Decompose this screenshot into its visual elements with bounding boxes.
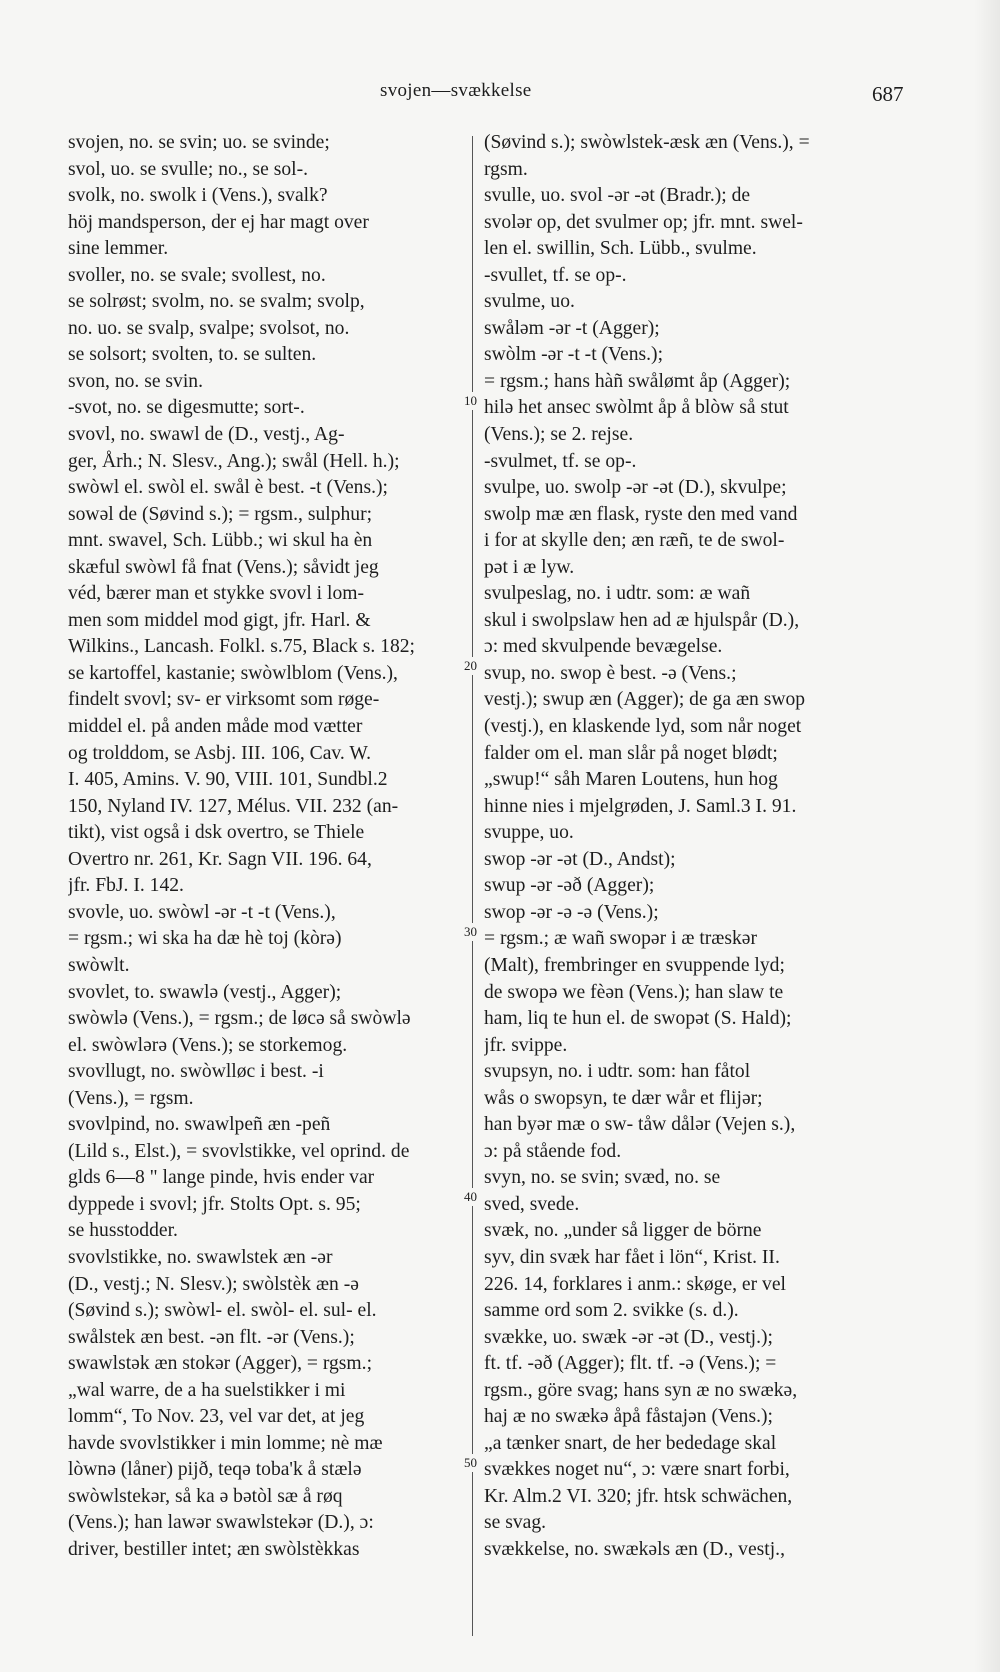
line-number-marker: 10: [464, 393, 477, 408]
text-line: höj mandsperson, der ej har magt over: [68, 211, 369, 233]
text-line: vestj.); swup æn (Agger); de ga æn swop: [484, 689, 806, 711]
text-line: ger, Årh.; N. Slesv., Ang.); swål (Hell. h.);: [68, 450, 400, 472]
text-line: (Vens.); han lawər swawlstekər (D.), ɔ:: [68, 1512, 374, 1534]
text-line: swup -ər -əð (Agger);: [484, 875, 655, 897]
text-line: driver, bestiller intet; æn swòlstèkkas: [68, 1538, 360, 1560]
text-line: (Søvind s.); swòwlstek-æsk æn (Vens.), =: [484, 132, 810, 153]
text-line: svolk, no. swolk i (Vens.), svalk?: [68, 185, 328, 207]
text-line: svovlstikke, no. swawlstek æn -ər: [68, 1246, 333, 1268]
text-line: „a tænker snart, de her bededage skal: [484, 1432, 777, 1454]
text-line: i for at skylle den; æn ræñ, te de swol-: [484, 530, 785, 552]
text-line: (Vens.); se 2. rejse.: [484, 424, 634, 446]
text-line: no. uo. se svalp, svalpe; svolsot, no.: [68, 317, 350, 339]
text-line: svovlpind, no. swawlpeñ æn -peñ: [68, 1114, 331, 1136]
text-line: (Lild s., Elst.), = svovlstikke, vel oprind. de: [68, 1140, 410, 1162]
running-head: svojen—svækkelse: [380, 80, 532, 101]
text-line: swòwlə (Vens.), = rgsm.; de løcə så swòwlə: [68, 1008, 411, 1030]
text-line: skæful swòwl få fnat (Vens.); såvidt jeg: [68, 556, 379, 578]
text-line: = rgsm.; wi ska ha dæ hè toj (kòrə): [68, 928, 342, 950]
text-line: = rgsm.; æ wañ swopər i æ træskər: [484, 928, 758, 950]
text-line: swolp mæ æn flask, ryste den med vand: [484, 503, 798, 525]
text-line: I. 405, Amins. V. 90, VIII. 101, Sundbl.2: [68, 769, 388, 791]
text-line: og trolddom, se Asbj. III. 106, Cav. W.: [68, 742, 371, 764]
text-line: jfr. FbJ. I. 142.: [68, 875, 184, 897]
text-line: ɔ: med skvulpende bevægelse.: [484, 636, 723, 658]
text-line: mnt. swavel, Sch. Lübb.; wi skul ha èn: [68, 530, 373, 552]
text-line: (Vens.), = rgsm.: [68, 1087, 194, 1109]
column-divider: [472, 136, 473, 1636]
text-line: se solsort; svolten, to. se sulten.: [68, 344, 317, 366]
text-line: svon, no. se svin.: [68, 370, 203, 392]
text-line: svol, uo. se svulle; no., se sol-.: [68, 158, 309, 180]
text-line: middel el. på anden måde mod vætter: [68, 716, 363, 738]
text-line: svulle, uo. svol -ər -ət (Bradr.); de: [484, 185, 751, 207]
text-line: lòwnə (låner) pijð, teqə toba'k å stælə: [68, 1459, 362, 1481]
text-line: swåləm -ər -t (Agger);: [484, 317, 660, 339]
text-line: svojen, no. se svin; uo. se svinde;: [68, 132, 330, 153]
text-line: se solrøst; svolm, no. se svalm; svolp,: [68, 291, 365, 313]
text-line: svovlet, to. swawlə (vestj., Agger);: [68, 981, 342, 1003]
text-line: swålstek æn best. -ən flt. -ər (Vens.);: [68, 1326, 355, 1348]
text-line: pət i æ lyw.: [484, 556, 575, 578]
text-line: (vestj.), en klaskende lyd, som når noget: [484, 716, 802, 738]
text-line: swòwlstekər, så ka ə bətòl sæ å røq: [68, 1485, 343, 1507]
text-line: rgsm.: [484, 158, 528, 180]
text-line: -svullet, tf. se op-.: [484, 264, 627, 286]
text-line: swòwlt.: [68, 954, 130, 976]
text-line: Overtro nr. 261, Kr. Sagn VII. 196. 64,: [68, 848, 372, 870]
text-line: men som middel mod gigt, jfr. Harl. &: [68, 609, 371, 631]
text-line: sowəl de (Søvind s.); = rgsm., sulphur;: [68, 503, 373, 525]
text-line: svækkelse, no. swækəls æn (D., vestj.,: [484, 1538, 785, 1560]
text-line: falder om el. man slår på noget blødt;: [484, 742, 778, 764]
text-line: dyppede i svovl; jfr. Stolts Opt. s. 95;: [68, 1193, 361, 1215]
text-line: = rgsm.; hans hàñ swålømt åp (Agger);: [484, 370, 791, 392]
text-line: de swopə we fèən (Vens.); han slaw te: [484, 981, 784, 1003]
text-line: 226. 14, forklares i anm.: skøge, er vel: [484, 1273, 786, 1295]
scan-edge-shadow: [974, 0, 1000, 1672]
text-line: se svag.: [484, 1512, 547, 1534]
text-line: se kartoffel, kastanie; swòwlblom (Vens.),: [68, 662, 398, 684]
line-number-marker: 20: [464, 658, 477, 673]
page-header: [0, 80, 1000, 104]
text-line: el. swòwlərə (Vens.); se storkemog.: [68, 1034, 348, 1056]
text-line: len el. swillin, Sch. Lübb., svulme.: [484, 238, 757, 260]
text-line: svolər op, det svulmer op; jfr. mnt. swel-: [484, 211, 803, 233]
text-line: svyn, no. se svin; svæd, no. se: [484, 1167, 721, 1189]
text-line: svækkes noget nu“, ɔ: være snart forbi,: [484, 1459, 790, 1481]
text-line: wås o swopsyn, te dær wår et flijər;: [484, 1087, 763, 1109]
text-line: hinne nies i mjelgrøden, J. Saml.3 I. 91.: [484, 795, 797, 817]
text-line: „swup!“ såh Maren Loutens, hun hog: [484, 769, 778, 791]
text-line: ɔ: på stående fod.: [484, 1140, 622, 1162]
text-line: sved, svede.: [484, 1193, 580, 1215]
text-line: svovl, no. swawl de (D., vestj., Ag-: [68, 424, 345, 446]
text-line: swòlm -ər -t -t (Vens.);: [484, 344, 664, 366]
text-line: se husstodder.: [68, 1220, 178, 1242]
text-line: svulme, uo.: [484, 291, 575, 313]
text-line: hilə het ansec swòlmt åp å blòw så stut: [484, 397, 789, 419]
text-line: han byər mæ o sw- tåw dålər (Vejen s.),: [484, 1114, 796, 1136]
text-line: svupsyn, no. i udtr. som: han fåtol: [484, 1061, 751, 1083]
text-line: svulpeslag, no. i udtr. som: æ wañ: [484, 583, 751, 605]
text-line: (Søvind s.); swòwl- el. swòl- el. sul- el.: [68, 1300, 377, 1322]
text-line: ft. tf. -əð (Agger); flt. tf. -ə (Vens.); =: [484, 1353, 777, 1375]
text-line: svække, uo. swæk -ər -ət (D., vestj.);: [484, 1326, 773, 1348]
text-line: svovllugt, no. swòwlløc i best. -i: [68, 1061, 324, 1083]
text-line: svæk, no. „under så ligger de börne: [484, 1220, 762, 1242]
right-column: [484, 130, 916, 1564]
text-line: swop -ər -ə -ə (Vens.);: [484, 901, 659, 923]
text-line: 150, Nyland IV. 127, Mélus. VII. 232 (an-: [68, 795, 399, 817]
line-number-marker: 30: [464, 924, 477, 939]
text-line: sine lemmer.: [68, 238, 169, 260]
text-line: svoller, no. se svale; svollest, no.: [68, 264, 326, 286]
text-line: -svot, no. se digesmutte; sort-.: [68, 397, 305, 419]
line-number-marker: 50: [464, 1455, 477, 1470]
page-number: 687: [872, 82, 904, 106]
text-line: „wal warre, de a ha suelstikker i mi: [68, 1379, 346, 1401]
text-line: Kr. Alm.2 VI. 320; jfr. htsk schwächen,: [484, 1485, 793, 1507]
text-line: svulpe, uo. swolp -ər -ət (D.), skvulpe;: [484, 477, 787, 499]
text-line: -svulmet, tf. se op-.: [484, 450, 637, 472]
text-line: (Malt), frembringer en svuppende lyd;: [484, 954, 785, 976]
text-line: svuppe, uo.: [484, 822, 574, 844]
text-line: findelt svovl; sv- er virksomt som røge-: [68, 689, 380, 711]
left-column: [68, 130, 460, 1564]
text-line: syv, din svæk har fået i lön“, Krist. II.: [484, 1246, 780, 1268]
text-line: swòwl el. swòl el. swål è best. -t (Vens.);: [68, 477, 388, 499]
text-line: tikt), vist også i dsk overtro, se Thiele: [68, 822, 365, 844]
text-line: samme ord som 2. svikke (s. d.).: [484, 1300, 739, 1322]
text-line: glds 6—8 " lange pinde, hvis ender var: [68, 1167, 375, 1189]
text-line: haj æ no swækə åpå fåstajən (Vens.);: [484, 1406, 773, 1428]
text-line: swawlstək æn stokər (Agger), = rgsm.;: [68, 1353, 373, 1375]
text-line: (D., vestj.; N. Slesv.); swòlstèk æn -ə: [68, 1273, 359, 1295]
text-line: swop -ər -ət (D., Andst);: [484, 848, 676, 870]
text-line: véd, bærer man et stykke svovl i lom-: [68, 583, 365, 605]
text-line: jfr. svippe.: [484, 1034, 568, 1056]
text-line: ham, liq te hun el. de swopət (S. Hald);: [484, 1008, 792, 1030]
text-line: svup, no. swop è best. -ə (Vens.;: [484, 662, 737, 684]
text-line: svovle, uo. swòwl -ər -t -t (Vens.),: [68, 901, 336, 923]
text-line: havde svovlstikker i min lomme; nè mæ: [68, 1432, 383, 1454]
text-line: lomm“, To Nov. 23, vel var det, at jeg: [68, 1406, 365, 1428]
text-line: rgsm., göre svag; hans syn æ no swækə,: [484, 1379, 798, 1401]
text-line: Wilkins., Lancash. Folkl. s.75, Black s. 182;: [68, 636, 415, 658]
text-line: skul i swolpslaw hen ad æ hjulspår (D.),: [484, 609, 800, 631]
line-number-marker: 40: [464, 1189, 477, 1204]
